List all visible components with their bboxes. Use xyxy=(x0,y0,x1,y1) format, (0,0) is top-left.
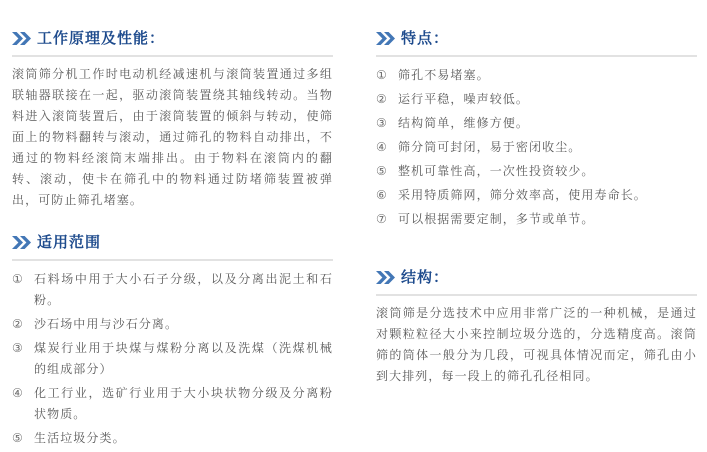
section-scope-header xyxy=(12,232,333,252)
section-scope xyxy=(12,232,333,449)
list-item-text: 采用特质筛网，筛分效率高，使用寿命长。 xyxy=(398,188,647,202)
list-item xyxy=(376,137,697,158)
list-item-number: ④ xyxy=(12,386,23,400)
list-item xyxy=(12,428,333,449)
list-item-text: 筛孔不易堵塞。 xyxy=(398,68,490,82)
list-item xyxy=(12,269,333,311)
list-item xyxy=(12,314,333,335)
section-divider xyxy=(376,55,697,57)
list-item-text: 石料场中用于大小石子分级，以及分离出泥土和石粉。 xyxy=(34,272,333,307)
list-item-text: 化工行业，选矿行业用于大小块状物分级及分离粉状物质。 xyxy=(34,386,333,421)
list-item xyxy=(376,185,697,206)
double-chevron-icon xyxy=(376,271,395,284)
list-item-text: 运行平稳，噪声较低。 xyxy=(398,92,530,106)
features-list xyxy=(376,65,697,230)
list-item xyxy=(376,89,697,110)
section-divider xyxy=(12,55,333,57)
list-item xyxy=(376,161,697,182)
section-features-title: 特点： xyxy=(401,29,450,47)
left-column xyxy=(12,28,333,452)
section-structure xyxy=(376,267,697,387)
section-structure-title: 结构： xyxy=(401,268,450,286)
list-item-text: 筛分筒可封闭，易于密闭收尘。 xyxy=(398,140,582,154)
list-item xyxy=(376,113,697,134)
section-principle xyxy=(12,28,333,211)
section-divider xyxy=(376,294,697,296)
double-chevron-icon xyxy=(12,236,31,249)
section-features xyxy=(376,28,697,230)
right-column xyxy=(376,28,697,452)
double-chevron-icon xyxy=(376,32,395,45)
list-item-text: 煤炭行业用于块煤与煤粉分离以及洗煤（洗煤机械的组成部分） xyxy=(34,341,333,376)
list-item-number: ③ xyxy=(376,116,387,130)
list-item xyxy=(12,338,333,380)
list-item-text: 可以根据需要定制，多节或单节。 xyxy=(398,212,595,226)
list-item-text: 结构简单，维修方便。 xyxy=(398,116,530,130)
list-item-number: ② xyxy=(376,92,387,106)
list-item xyxy=(12,383,333,425)
list-item-text: 整机可靠性高，一次性投资较少。 xyxy=(398,164,595,178)
list-item-number: ⑦ xyxy=(376,212,387,226)
section-features-header xyxy=(376,28,697,48)
list-item-number: ⑤ xyxy=(12,431,23,445)
section-divider xyxy=(12,259,333,261)
section-scope-title: 适用范围 xyxy=(37,233,102,251)
list-item-number: ④ xyxy=(376,140,387,154)
section-structure-header xyxy=(376,267,697,287)
list-item-number: ③ xyxy=(12,341,23,355)
list-item-number: ① xyxy=(376,68,387,82)
double-chevron-icon xyxy=(12,32,31,45)
list-item-number: ② xyxy=(12,317,23,331)
section-principle-header xyxy=(12,28,333,48)
list-item xyxy=(376,209,697,230)
list-item-number: ⑤ xyxy=(376,164,387,178)
list-item-text: 生活垃圾分类。 xyxy=(34,431,126,445)
section-principle-title: 工作原理及性能： xyxy=(37,29,166,47)
list-item-number: ① xyxy=(12,272,23,286)
list-item xyxy=(376,65,697,86)
principle-paragraph: 滚筒筛分机工作时电动机经减速机与滚筒装置通过多组联轴器联接在一起，驱动滚筒装置绕其轴线转动。当物料进入滚筒装置后，由于滚筒装置的倾斜与转动，使筛面上的物料翻转与滚动，通过筛孔的物料自动排出，不通过的物料经滚筒末端排出。由于物料在滚筒内的翻转、滚动，使卡在筛孔中的物料通过防堵筛装置被弹出，可防止筛孔堵塞。 xyxy=(12,67,333,207)
scope-list xyxy=(12,269,333,449)
list-item-text: 沙石场中用与沙石分离。 xyxy=(34,317,179,331)
structure-paragraph: 滚筒筛是分选技术中应用非常广泛的一种机械，是通过对颗粒粒径大小来控制垃圾分选的，分选精度高。滚筒筛的筒体一般分为几段，可视具体情况而定，筛孔由小到大排列，每一段上的筛孔孔径相同。 xyxy=(376,306,697,383)
list-item-number: ⑥ xyxy=(376,188,387,202)
